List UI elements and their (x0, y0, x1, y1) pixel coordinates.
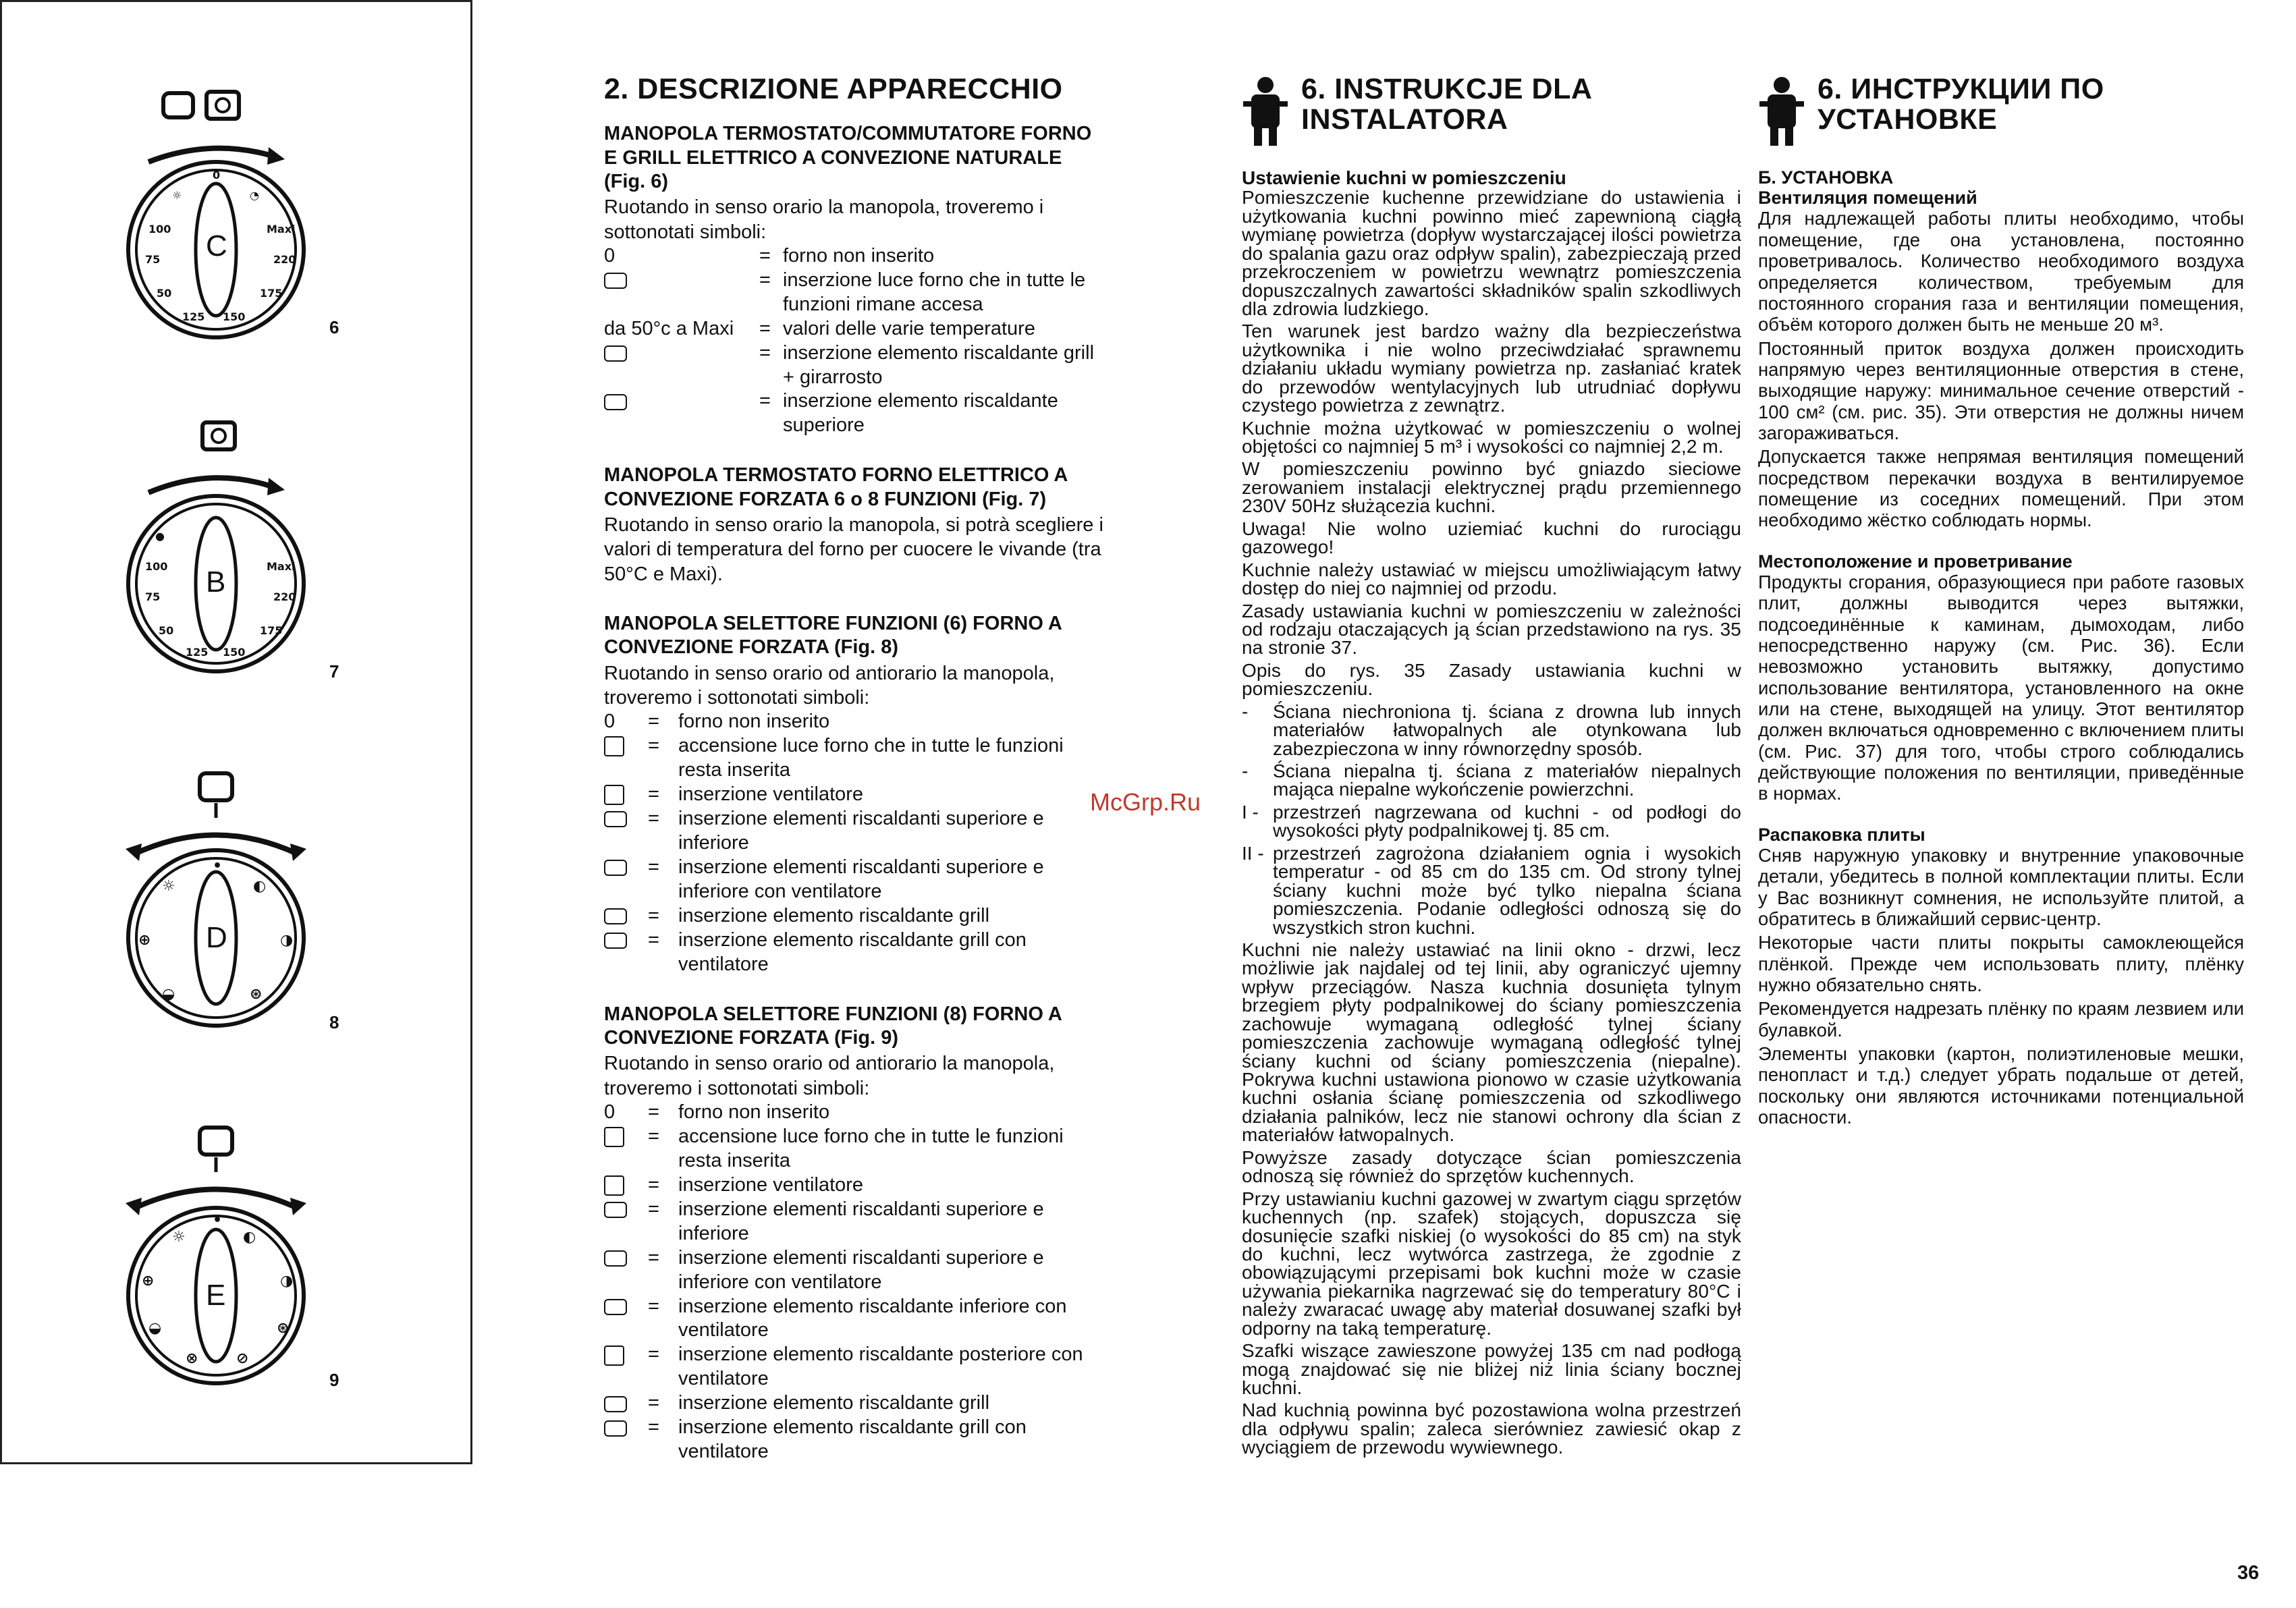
svg-text:•: • (213, 858, 223, 875)
light-icon (604, 736, 624, 756)
it-section-3 (604, 612, 1103, 977)
symbol-row: = inserzione elementi riscaldanti superiore e inferiore con ventilatore (604, 856, 1103, 904)
section-title-it: 2. DESCRIZIONE APPARECCHIO (604, 73, 1063, 105)
symbol-row: = accensione luce forno che in tutte le funzioni resta inserita (604, 1125, 1103, 1173)
pl-paragraph: W pomieszczeniu powinno być gniazdo sieciowe zerowaniem instalacji elektrycznej prądu przemiennego 230V 50Hz służącezia kuchni. (1242, 458, 1741, 517)
pl-paragraph: Szafki wiszące zawieszone powyżej 135 cm nad podłogą mogą znajdować się nie bliżej niż linia ściany bocznej kuchni. (1242, 1340, 1741, 1399)
svg-text:◔: ◔ (250, 189, 259, 202)
symbol-row: = inserzione elemento riscaldante superiore (604, 389, 1103, 438)
figure-number: 6 (329, 317, 339, 337)
svg-text:⊕: ⊕ (142, 1273, 155, 1290)
svg-text:75: 75 (145, 590, 161, 603)
it-s1-heading: MANOPOLA TERMOSTATO/COMMUTATORE FORNO E GRILL ELETTRICO A CONVEZIONE NATURALE (Fig. 6) (604, 123, 1092, 192)
svg-text:⊛: ⊛ (250, 986, 263, 1003)
pl-header (1242, 74, 1741, 148)
pl-paragraph: Zasady ustawiania kuchni w pomieszczeniu w zależności od rodzaju otaczających ją ścian przedstawiono na rys. 35 na stronie 37. (1242, 600, 1741, 659)
italian-column (604, 74, 1103, 1490)
knob-figure-6 (108, 88, 418, 378)
pl-paragraph: Kuchni nie należy ustawiać na linii okno - drzwi, lecz możliwie jak najdalej od tej linii, aby ograniczyć ujemny wpływ przeciągów. Nasza kuchnia dosunięta tylnym brzegiem płyty podpalnikowej do ściany pomieszczenia zachowuje wymaganą odległość tylnej ściany pomieszczenia zachowuje wymaganą odległość tylnej ściany kuchni od ściany pomieszczenia (niepalne). Pokrywa kuchni ustawiona pionowo w czasie użytkowania kuchni osłania ścianę pomieszczenia od szkodliwego działania palników, lecz nie stanowi ochrony dla ścian z materiałów łatwopalnych. (1242, 939, 1741, 1146)
pl-paragraph: Pomieszczenie kuchenne przewidziane do ustawienia i użytkowania kuchni powinno mieć zapewnioną ciągłą wymianę powietrza (dopływ wystarczającej ilości powietrza do spalania gazu oraz odpływ spalin), zabezpieczają przed przekroczeniem w powietrzu wewnątrz pomieszczenia dopuszczalnych zawartości składników spalin szkodliwych dla zdrowia ludzkiego. (1242, 187, 1741, 319)
symbol-row: 0 = forno non inserito (604, 711, 830, 733)
symbol-row: = inserzione elemento riscaldante grill con ventilatore (604, 1416, 1103, 1464)
it-s2-text: Ruotando in senso orario la manopola, si potrà scegliere i valori di temperatura del forno per cuocere le vivande (tra 50°C e Maxi). (604, 514, 1103, 585)
pl-paragraph: Ten warunek jest bardzo ważny dla bezpieczeństwa użytkownika i nie wolno przeciwdziałać sprawnemu działaniu układu wymiany powietrza np. zasłaniać kratek do przewodów wentylacyjnych lub utrudniać dopływu czystego powietrza z zewnątrz. (1242, 321, 1741, 416)
top-bottom-icon (604, 1202, 627, 1218)
svg-text:220: 220 (273, 590, 296, 603)
svg-text:◐: ◐ (253, 878, 267, 895)
grill-icon (604, 908, 627, 924)
polish-column (1242, 74, 1741, 1461)
pl-subheading: Ustawienie kuchni w pomieszczeniu (1242, 167, 1566, 188)
top-bottom-fan-icon (604, 1250, 627, 1267)
svg-text:⊛: ⊛ (277, 1320, 290, 1337)
pl-list-item: - Ściana niechroniona tj. ściana z drowna lub innych materiałów łatwopalnych ale otynkowana lub zabezpieczona w inny równorzędny sposób. (1242, 700, 1741, 759)
section-title-ru: 6. ИНСТРУКЦИИ ПО УСТАНОВКЕ (1817, 73, 2104, 136)
figure-number: 8 (329, 1012, 339, 1032)
rear-fan-icon (604, 1346, 624, 1366)
installer-icon (1758, 74, 1805, 148)
svg-text:◑: ◑ (280, 1273, 294, 1290)
pl-paragraph: Przy ustawianiu kuchni gazowej w zwartym ciągu sprzętów kuchennych (np. szafek) stojących, dopuszcza się dosunięcie szafki niskiej (o wysokości do 85 cm) na styk do kuchni, lecz wytwórca zastrzega, że zgodnie z obowiązującymi przepisami bok kuchni może w czasie używania piekarnika nagrzewać się do temperatury 80°C i należy zwaracać uwagę aby materiał dosuwanej szafki był odporny na taką temperaturę. (1242, 1188, 1741, 1339)
pl-paragraph: Powyższe zasady dotyczące ścian pomieszczenia odnoszą się również do sprzętów kuchennych. (1242, 1146, 1741, 1187)
it-s4-heading: MANOPOLA SELETTORE FUNZIONI (8) FORNO A CONVEZIONE FORZATA (Fig. 9) (604, 1003, 1062, 1049)
svg-text:◒: ◒ (148, 1320, 162, 1337)
svg-text:100: 100 (145, 560, 168, 573)
ru-subheading: Вентиляция помещений (1758, 188, 1977, 209)
installer-icon (1242, 74, 1289, 148)
ru-paragraph: Некоторые части плиты покрыты самоклеющейся плёнкой. Прежде чем использовать плиту, плёнку нужно обязательно снять. (1758, 932, 2244, 995)
top-bottom-icon (604, 811, 627, 827)
light-icon (604, 1127, 624, 1147)
symbol-row: = inserzione elemento riscaldante grill con ventilatore (604, 928, 1103, 977)
symbol-row: = inserzione elemento riscaldante grill + girarrosto (604, 341, 1103, 390)
it-s1-intro: Ruotando in senso orario la manopola, troveremo i sottonotati simboli: (604, 196, 1044, 243)
top-element-icon (604, 394, 627, 410)
it-s4-intro: Ruotando in senso orario od antiorario la manopola, troveremo i sottonotati simboli: (604, 1053, 1055, 1099)
ru-subheading: Местоположение и проветривание (1758, 551, 2073, 572)
svg-text:☼: ☼ (172, 1229, 186, 1246)
it-section-4 (604, 1003, 1103, 1465)
symbol-row: = inserzione elemento riscaldante inferiore con ventilatore (604, 1295, 1103, 1343)
knob-letter: B (206, 565, 226, 599)
it-section-2 (604, 464, 1103, 586)
figure-number: 7 (329, 661, 339, 682)
symbol-row: = inserzione luce forno che in tutte le funzioni rimane accesa (604, 269, 1103, 317)
grill-fan-icon (604, 933, 627, 949)
svg-text:◑: ◑ (280, 932, 294, 949)
it-s3-intro: Ruotando in senso orario od antiorario la manopola, troveremo i sottonotati simboli: (604, 662, 1055, 709)
grill-icon (604, 1396, 627, 1412)
svg-text:220: 220 (273, 253, 296, 266)
pl-paragraph: Kuchnie należy ustawiać w miejscu umożliwiającym łatwy dostęp do niej co najmniej od przodu. (1242, 559, 1741, 599)
symbol-row: = inserzione ventilatore (604, 1173, 1103, 1198)
it-s2-heading: MANOPOLA TERMOSTATO FORNO ELETTRICO A CONVEZIONE FORZATA 6 o 8 FUNZIONI (Fig. 7) (604, 464, 1068, 510)
it-s3-heading: MANOPOLA SELETTORE FUNZIONI (6) FORNO A CONVEZIONE FORZATA (Fig. 8) (604, 612, 1062, 659)
section-title-pl: 6. INSTRUKCJE DLA INSTALATORA (1301, 73, 1591, 136)
page-number: 36 (2237, 1562, 2260, 1584)
pl-list-item: - Ściana niepalna tj. ściana z materiałów niepalnych mająca niepalne wykończenie powierzchni. (1242, 760, 1741, 800)
svg-text:0: 0 (213, 169, 221, 182)
svg-text:◐: ◐ (243, 1229, 256, 1246)
symbol-row: = inserzione elemento riscaldante grill (604, 904, 1103, 928)
ru-paragraph: Сняв наружную упаковку и внутренние упаковочные детали, убедитесь в полной комплектации плиты. Если у Вас возникнут сомнения, не используйте плитой, а обратитесь в ближайший сервис-центр. (1758, 844, 2244, 929)
ru-paragraph: Постоянный приток воздуха должен происходить напрямую через вентиляционные отверстия в стене, выходящие наружу: минимальное сечение отверстий - 100 см² (см. рис. 35). Эти отверстия не должны ничем загораживаться. (1758, 337, 2244, 443)
top-bottom-fan-icon (604, 860, 627, 876)
symbol-row: = inserzione elementi riscaldanti superiore e inferiore (604, 807, 1103, 856)
pl-paragraph: Kuchnie można użytkować w pomieszczeniu o wolnej objętości co najmniej 5 m³ i wysokości co najmniej 2,2 m. (1242, 417, 1741, 458)
grill-rotisserie-icon (604, 345, 627, 362)
light-icon (604, 273, 627, 289)
fan-icon (604, 785, 624, 805)
watermark[interactable]: McGrp.Ru (1090, 788, 1201, 816)
ru-paragraph: Для надлежащей работы плиты необходимо, чтобы помещение, где она установлена, постоянно проветривалось. Количество необходимого воздуха определяется количеством, требуемым для постоянного сгорания газа и вентиляции помещения, объём которого должен быть не меньше 20 м³. (1758, 208, 2244, 335)
ru-subheading: Б. УСТАНОВКА (1758, 167, 1894, 188)
knob-figure-7 (108, 418, 418, 715)
ru-paragraph: Элементы упаковки (картон, полиэтиленовые мешки, пенопласт и т.д.) следует убрать подальше от детей, поскольку они являются источниками потенциальной опасности. (1758, 1043, 2244, 1128)
svg-text:150: 150 (223, 310, 246, 323)
svg-text:☼: ☼ (172, 189, 182, 202)
symbol-row: = inserzione elementi riscaldanti superiore e inferiore con ventilatore (604, 1246, 1103, 1295)
svg-text:50: 50 (157, 287, 172, 300)
symbol-row: = inserzione elemento riscaldante posteriore con ventilatore (604, 1343, 1103, 1391)
svg-text:125: 125 (186, 646, 209, 659)
knob-figure-9 (108, 1124, 418, 1427)
svg-text:50: 50 (159, 624, 174, 637)
svg-text:175: 175 (260, 287, 283, 300)
pl-warning: Uwaga! Nie wolno uziemiać kuchni do rurociągu gazowego! (1242, 518, 1741, 558)
it-section-1 (604, 122, 1103, 438)
pl-paragraph: Opis do rys. 35 Zasady ustawiania kuchni w pomieszczeniu. (1242, 659, 1741, 700)
ru-subheading: Распаковка плиты (1758, 824, 1925, 845)
symbol-row: da 50°c a Maxi = valori delle varie temperature (604, 317, 1035, 339)
symbol-row: 0 = forno non inserito (604, 244, 935, 267)
knob-letter: E (206, 1279, 226, 1312)
svg-text:⊕: ⊕ (138, 932, 151, 949)
pl-paragraph: Nad kuchnią powinna być pozostawiona wolna przestrzeń dla odpływu spalin; zaleca sierówniez zawiesić okap z wyciągiem de przewodu wywiewnego. (1242, 1399, 1741, 1458)
bottom-fan-icon (604, 1299, 627, 1315)
svg-text:☼: ☼ (162, 878, 175, 895)
knob-letter: C (206, 229, 227, 262)
pl-list-item: II - przestrzeń zagrożona działaniem ognia i wysokich temperatur - od 85 cm do 135 cm. Od strony tylnej ściany kuchni może być tylko niepalna ściana pomieszczenia. Podanie odległości odnoszą się do wszystkich stron kuchni. (1242, 842, 1741, 938)
russian-column (1758, 74, 2244, 1130)
svg-text:75: 75 (145, 253, 161, 266)
symbol-row: = inserzione elemento riscaldante grill (604, 1391, 1103, 1416)
svg-text:175: 175 (260, 624, 283, 637)
ru-paragraph: Продукты сгорания, образующиеся при работе газовых плит, должны выводится через вытяжки, подсоединённые к каминам, дымоходам, либо непосредственно наружу (см. Рис. 36). Если невозможно установить вытяжку, допустимо использование вентилятора, установленного на окне или на стене, выходящей на улицу. Этот вентилятор должен включаться одновременно с включением плиты (см. Рис. 37) для того, чтобы строго соблюдались действующие положения по вентиляции, приведённые в нормах. (1758, 571, 2244, 804)
svg-text:⊘: ⊘ (236, 1350, 249, 1367)
grill-fan-icon (604, 1420, 627, 1437)
svg-text:100: 100 (148, 223, 171, 235)
pl-list-item: I - przestrzeń nagrzewana od kuchni - od podłogi do wysokości płyty podpalnikowej tj. 85 cm. (1242, 801, 1741, 841)
ru-header (1758, 74, 2244, 148)
knob-letter: D (206, 921, 227, 954)
figure-number: 9 (329, 1370, 339, 1390)
svg-text:⊗: ⊗ (186, 1350, 198, 1367)
svg-text:125: 125 (182, 310, 205, 323)
symbol-row: = accensione luce forno che in tutte le funzioni resta inserita (604, 734, 1103, 783)
svg-text:•: • (213, 1212, 223, 1229)
symbol-row: = inserzione ventilatore (604, 783, 1103, 807)
fan-icon (604, 1175, 624, 1196)
svg-text:●: ● (155, 530, 165, 543)
symbol-row: = inserzione elementi riscaldanti superiore e inferiore (604, 1198, 1103, 1246)
svg-text:◒: ◒ (162, 986, 175, 1003)
symbol-row: 0 = forno non inserito (604, 1101, 830, 1123)
knob-figure-8 (108, 769, 418, 1066)
svg-text:Maxi: Maxi (267, 560, 296, 573)
svg-text:Maxi: Maxi (267, 223, 296, 235)
svg-text:150: 150 (223, 646, 246, 659)
ru-paragraph: Рекомендуется надрезать плёнку по краям лезвием или булавкой. (1758, 998, 2244, 1041)
figures-panel (0, 0, 472, 1464)
ru-paragraph: Допускается также непрямая вентиляция помещений посредством перекачки воздуха в вентилируемое помещение из соседних помещений. При этом необходимо жёстко соблюдать нормы. (1758, 446, 2244, 531)
